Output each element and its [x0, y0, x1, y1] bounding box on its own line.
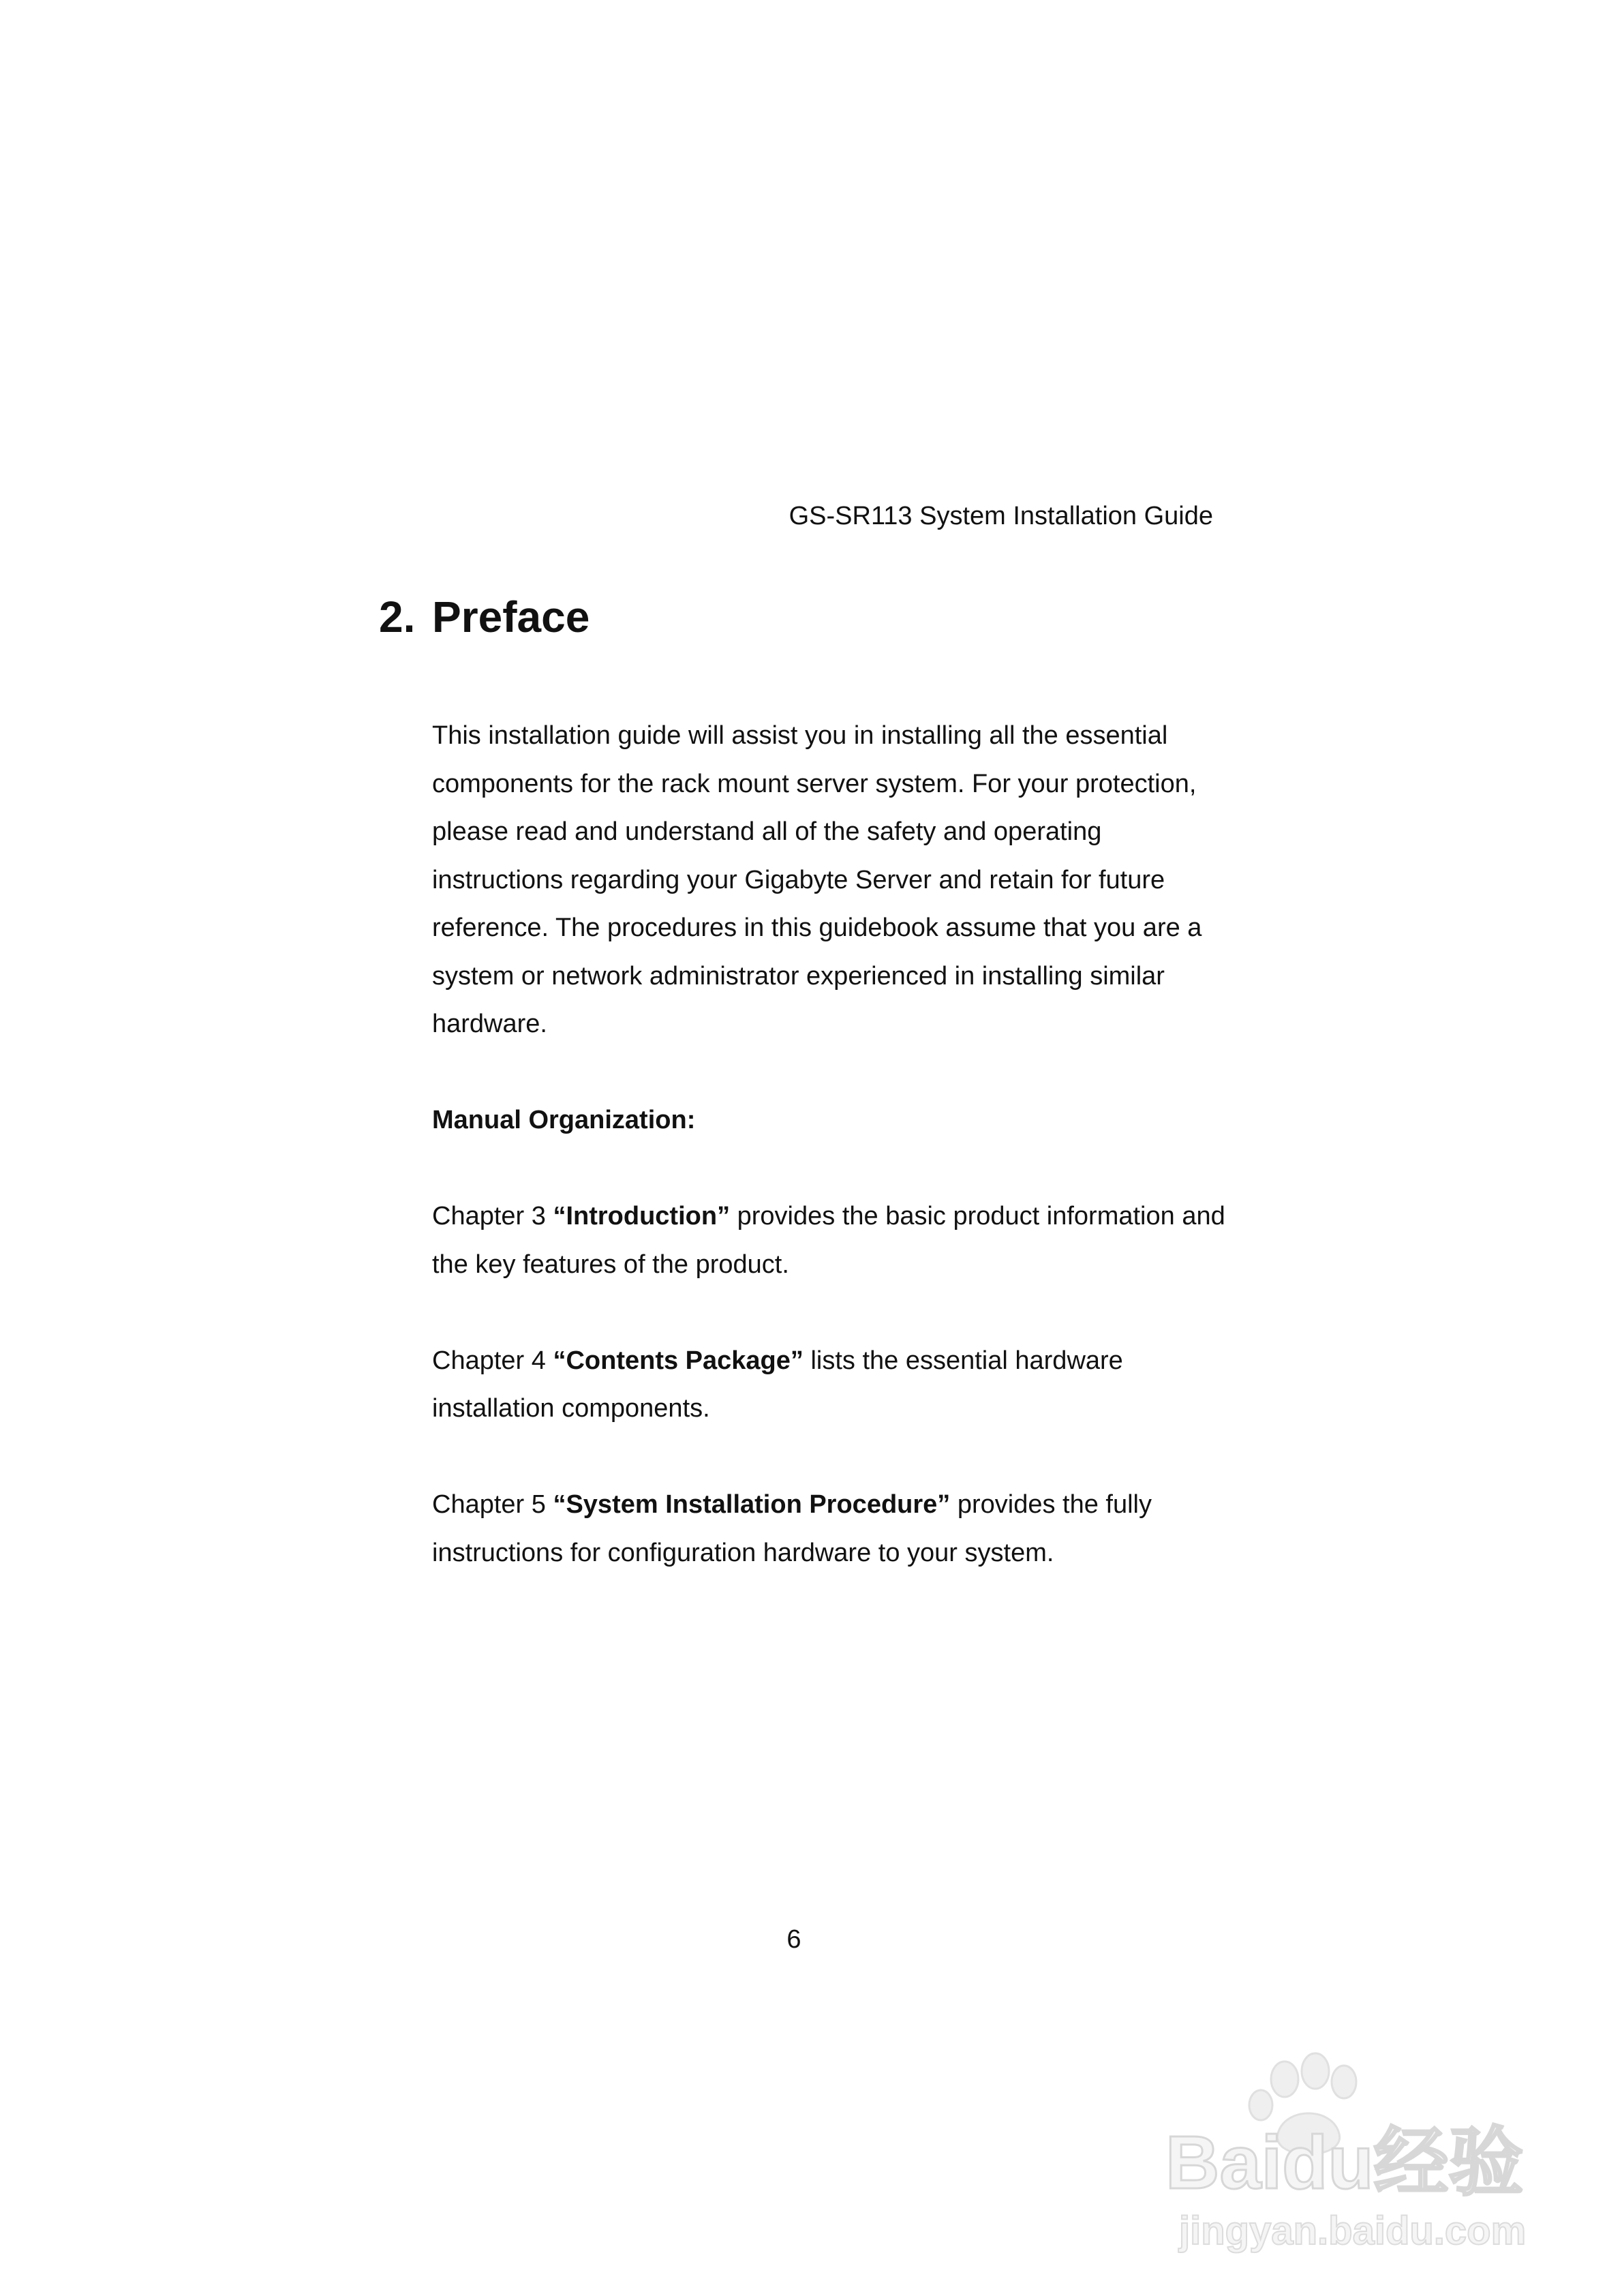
page-number: 6	[786, 1925, 801, 1954]
section-number: 2.	[379, 592, 416, 641]
chapter-4-paragraph	[432, 1337, 1236, 1433]
chapter-3-paragraph	[432, 1192, 1236, 1288]
chapter-description: provides the fully instructions for configuration hardware to your system.	[432, 1490, 1152, 1567]
baidu-jingyan-watermark	[1159, 2052, 1540, 2256]
manual-organization-heading: Manual Organization:	[432, 1106, 696, 1134]
chapter-description: provides the basic product information and the key features of the product.	[432, 1202, 1225, 1279]
chapter-description: lists the essential hardware installation components.	[432, 1346, 1123, 1423]
watermark-url: jingyan.baidu.com	[1179, 2209, 1527, 2253]
chapter-prefix: Chapter 3	[432, 1202, 553, 1230]
preface-body	[432, 712, 1236, 1577]
running-header: GS-SR113 System Installation Guide	[789, 502, 1213, 530]
section-title	[379, 590, 590, 644]
section-title-text: Preface	[432, 592, 590, 641]
chapter-prefix: Chapter 5	[432, 1490, 553, 1519]
watermark-brand: Baidu经验	[1165, 2121, 1524, 2205]
chapter-name: “System Installation Procedure”	[553, 1490, 951, 1519]
intro-paragraph: This installation guide will assist you in installing all the essential components for the rack mount server system. For your protection, please read and understand all of the safety and operating instructions regarding your Gigabyte Server and retain for future reference. The procedures in this guidebook assume that you are a system or network administrator experienced in installing similar hardware.	[432, 721, 1202, 1038]
chapter-name: “Introduction”	[553, 1202, 731, 1230]
chapter-prefix: Chapter 4	[432, 1346, 553, 1375]
chapter-name: “Contents Package”	[553, 1346, 804, 1375]
chapter-5-paragraph	[432, 1481, 1236, 1577]
